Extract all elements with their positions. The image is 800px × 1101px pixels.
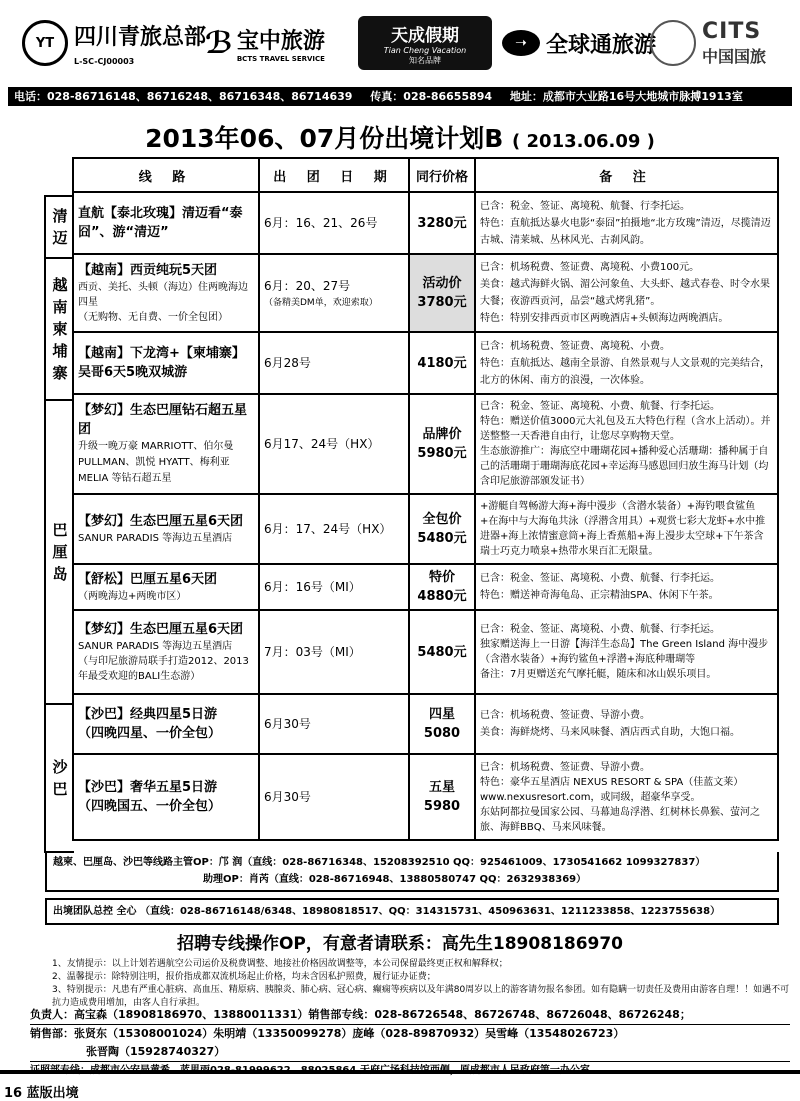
fax-number: 028-86655894 [403,90,493,103]
logo-tiancheng-vacation [358,14,492,72]
table-row [73,610,778,694]
title-date: ( 2013.06.09 ) [512,131,655,152]
tip-2: 2、温馨提示：除特别注明，报价指成都双流机场起止价格，均未含因私护照费，履行证办证费； [52,972,436,982]
table-row [73,332,778,394]
region-text: 越南柬埔寨 [52,276,68,382]
team-control-contact: 出境团队总控 全心 （直线：028-86716148/6348、18980818517、QQ：314315731、450963631、1211233858、1223755638） [45,898,779,925]
logo-name: 四川青旅总部 [74,25,207,50]
route-cell [73,564,259,610]
price-cell: 5480元 [409,610,475,694]
price-cell: 品牌价 5980元 [409,394,475,494]
route-subtitle: SANUR PARADIS 等海边五星酒店 （与印尼旅游局联手打造2012、2013年最受欢迎的BALI生态游） [78,641,249,682]
route-cell: 直航【泰北玫瑰】清迈看“泰囧”、游“清迈” [73,192,259,254]
route-subtitle: 升级一晚万豪 MARRIOTT、伯尔曼 PULLMAN、凯悦 HYATT、梅利亚 MELIA 等钻石超五星 [78,441,234,484]
region-label-vietnam-cambodia [44,257,74,401]
page-label: 16 蓝版出境 [4,1086,79,1101]
tip-1: 1、友情提示：以上计划若遇航空公司运价及税费调整、地接社价格因故调整等，本公司保留最终更正权和解释权； [52,959,508,969]
op-line-assistant: 助理OP：肖芮（直线：028-86716948、13880580747 QQ：2632938369） [203,874,587,885]
table-header-row [73,158,778,192]
footer-contacts [30,1006,790,1080]
footer-line-sales: 销售部：张贤东（15308001024）朱明靖（13350099278）庞峰（028-89870932）吴雪峰（13548026723） [30,1027,625,1040]
region-text: 巴厘岛 [52,521,68,583]
logo-tag: 知名品牌 [409,55,441,65]
dates-cell: 6月：16号（MI） [259,564,409,610]
logo-baozhong-travel [205,14,325,72]
notes-cell: 已含：机场税费、签证费、离境税、小费100元。 美食：越式海鲜火锅、湄公河象鱼、大头虾、越式春卷、时令水果大餐；夜游西贡河，品尝“越式烤乳猪”。 特色：特别安排西贡市区两晚酒店+头顿海边两晚酒店。 [475,254,778,332]
address-label: 地址： [509,90,543,103]
route-subtitle: 西贡、美托、头顿（海边）住两晚海边四星 （无购物、无自费、一价全包团） [78,282,248,323]
op-line-main: 越柬、巴厘岛、沙巴等线路主管OP：邝 润（直线：028-86716348、15208392510 QQ：925461009、1730541662 1099327837） [53,857,706,868]
price-cell: 全包价 5480元 [409,494,475,564]
region-text: 清迈 [52,207,68,247]
table-row [73,254,778,332]
logo-name: 全球通旅游 [546,32,657,58]
header-dates: 出 团 日 期 [259,158,409,192]
header-route: 线 路 [73,158,259,192]
notes-cell: +游艇自驾畅游大海+海中漫步（含潜水装备）+海钓喂食鲨鱼+在海中与大海龟共泳（浮潜含用具）+观赏七彩大龙虾+水中推进器+海上浓情蜜意筒+海上香蕉船+海上漫步太空球+下午茶含瑞士巧克力喷泉+热带水果百汇无限量。 [475,494,778,564]
header-price: 同行价格 [409,158,475,192]
contact-bar [8,87,792,106]
footer-line-sales-2: 张晋陶（15928740327） [30,1043,790,1062]
logo-subtitle: 中国国旅 [702,47,767,66]
footer-line-manager: 负责人：高宝森（18908186970、13880011331）销售部专线：028-86726548、86726748、86726048、86726248； [30,1006,790,1025]
logo-name: 宝中旅游 [236,28,325,54]
table-row [73,394,778,494]
globe-emblem-icon: YT [22,20,68,66]
price-cell: 五星 5980 [409,754,475,840]
dates-cell [259,254,409,332]
phone-numbers: 028-86716148、86716248、86716348、86714639 [47,90,353,103]
tour-plan-table [72,157,779,841]
dates-note: （备精美DM单，欢迎索取） [264,298,378,308]
route-title: 【舒松】巴厘五星6天团 [78,572,218,587]
notes-cell: 已含：机场税费、签证费、导游小费。 特色：豪华五星酒店 NEXUS RESORT & SPA（佳蓝文莱）www.nexusresort.com，或同级，超豪华享受。 东姑阿都拉曼国家公园、马幕迪岛浮潜、红树林长鼻猴、萤河之旅、海鲜BBQ、马来风味餐。 [475,754,778,840]
logo-name: 天成假期 [391,25,459,46]
table-row [73,494,778,564]
notes-cell: 已含：税金、签证、离境税、小费、航餐、行李托运。 特色：赠送价值3000元大礼包及五大特色行程（含水上活动）。并送整整一天香港自由行，让您尽享购物天堂。 生态旅游推广：海底空中珊瑚花园+播种爱心活珊瑚：播种属于自己的活珊瑚于珊瑚海底花园+幸运海马感恩回归放生海马计划（均含印尼旅游部颁发证书） [475,394,778,494]
route-title: 【越南】西贡纯玩5天团 [78,263,218,278]
region-label-chiang-mai [44,195,74,259]
page-title [0,119,800,155]
logo-name: CITS [702,19,762,44]
dates-cell: 6月：16、21、26号 [259,192,409,254]
dates-cell: 6月：17、24号（HX） [259,494,409,564]
route-cell: 【沙巴】经典四星5日游 （四晚四星、一价全包） [73,694,259,754]
route-title: 【梦幻】生态巴厘五星6天团 [78,514,244,529]
route-subtitle: SANUR PARADIS 等海边五星酒店 [78,533,233,544]
dates-cell: 7月：03号（MI） [259,610,409,694]
phone-label: 电话： [14,90,47,103]
table-row [73,564,778,610]
dates-cell: 6月28号 [259,332,409,394]
fax-label: 传真： [370,90,404,103]
header-notes: 备 注 [475,158,778,192]
price-cell: 3280元 [409,192,475,254]
region-text: 沙巴 [52,758,68,798]
route-cell: 【越南】下龙湾+【柬埔寨】吴哥6天5晚双城游 [73,332,259,394]
logo-cits [650,14,766,72]
dates-cell: 6月30号 [259,754,409,840]
tip-3: 3、特别提示：凡患有严重心脏病、高血压、精原病、胰腺炎、肺心病、冠心病、癫痫等疾病以及年满80周岁以上的游客请勿报名参团。如有隐瞒一切责任及费用由游客自理！！如遇不可抗力造成费用增加，由客人自行承担。 [52,985,790,1008]
price-cell: 四星 5080 [409,694,475,754]
recruitment-banner: 招聘专线操作OP，有意者请联系：高先生18908186970 [176,934,624,954]
route-cell [73,394,259,494]
bottom-divider [0,1070,800,1074]
title-main: 2013年06、07月份出境计划B [145,124,504,153]
notes-cell: 已含：机场税费、签证费、离境税、小费。 特色：直航抵达、越南全景游、自然景观与人文景观的完美结合，北方的休闲、南方的浪漫，一次体验。 [475,332,778,394]
route-cell [73,254,259,332]
logo-subtitle: BCTS TRAVEL SERVICE [236,54,325,63]
price-cell: 4180元 [409,332,475,394]
notes-cell: 已含：税金、签证、离境税、航餐、行李托运。 特色：直航抵达暴火电影“泰囧”拍摄地“北方玫瑰”清迈，尽揽清迈古城、清莱城、丛林风光、古刹风韵。 [475,192,778,254]
region-label-bali [44,399,74,705]
price-cell: 活动价 3780元 [409,254,475,332]
logo-license: L-SC-CJ00003 [74,57,135,66]
baozhong-swirl-icon: ℬ [205,25,233,61]
route-cell [73,494,259,564]
table-row [73,192,778,254]
route-subtitle: （两晚海边+两晚市区） [78,591,187,602]
notes-cell: 已含：税金、签证、离境税、小费、航餐、行李托运。 特色：赠送神奇海龟岛、正宗精油SPA、休闲下午茶。 [475,564,778,610]
table-row [73,754,778,840]
cits-globe-icon [650,20,696,66]
region-label-sabah [44,703,74,853]
route-cell: 【沙巴】奢华五星5日游 （四晚国五、一价全包） [73,754,259,840]
op-contacts [45,852,779,892]
dates-cell: 6月17、24号（HX） [259,394,409,494]
notes-cell: 已含：机场税费、签证费、导游小费。 美食：海鲜烧烤、马来风味餐、酒店西式自助，大饱口福。 [475,694,778,754]
route-cell [73,610,259,694]
route-title: 【梦幻】生态巴厘五星6天团 [78,622,244,637]
logo-global-travel [502,14,656,72]
plane-icon: ➝ [502,30,540,56]
tips-block [52,958,792,1010]
dates-text: 6月：20、27号 [264,279,351,293]
logo-subtitle: Tian Cheng Vacation [383,45,467,55]
notes-cell: 已含：税金、签证、离境税、小费、航餐、行李托运。 独家赠送海上一日游【海洋生态岛】The Green Island 海中漫步（含潜水装备）+海钓鲨鱼+浮潜+海底种珊瑚等 备注：7月更赠送充气摩托艇，随床和冰山娱乐项目。 [475,610,778,694]
route-title: 【梦幻】生态巴厘钻石超五星团 [78,403,248,437]
table-row [73,694,778,754]
dates-cell: 6月30号 [259,694,409,754]
address: 成都市大业路16号大地城市脉搏1913室 [542,90,743,103]
logo-sichuan-youth-travel [22,14,206,72]
price-cell: 特价 4880元 [409,564,475,610]
